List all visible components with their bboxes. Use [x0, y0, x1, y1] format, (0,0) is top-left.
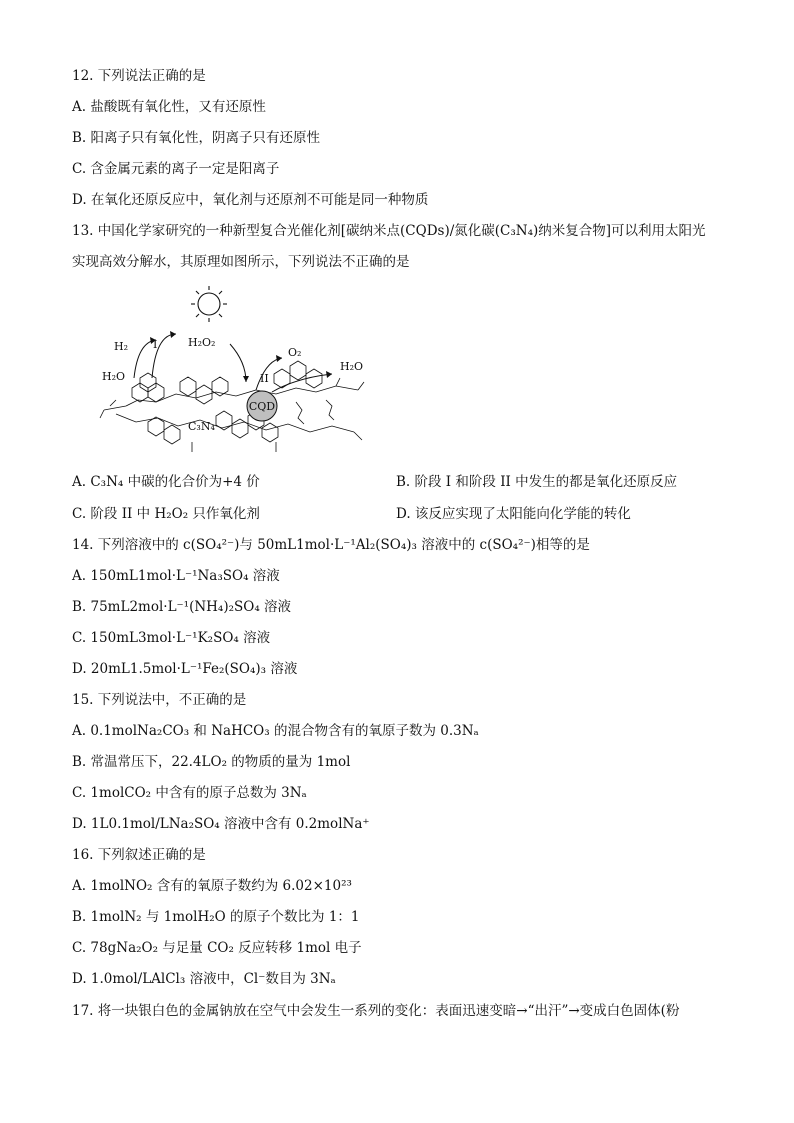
q12-option-c: C. 含金属元素的离子一定是阳离子: [72, 161, 280, 177]
q13-option-c: C. 阶段 II 中 H₂O₂ 只作氧化剂: [72, 506, 260, 522]
q16-option-d: D. 1.0mol/LAlCl₃ 溶液中，Cl⁻数目为 3Nₐ: [72, 971, 336, 987]
q13-stem-line1: 13. 中国化学家研究的一种新型复合光催化剂[碳纳米点(CQDs)/氮化碳(C₃N₄)纳米复合物]可以利用太阳光: [72, 223, 706, 239]
q12-option-a: A. 盐酸既有氧化性，又有还原性: [72, 99, 266, 115]
h2o-right-label: H₂O: [340, 360, 364, 373]
arrowheads: [150, 331, 332, 382]
h2o2-label: H₂O₂: [188, 336, 216, 349]
q16-stem: 16. 下列叙述正确的是: [72, 847, 206, 863]
q14-option-d: D. 20mL1.5mol·L⁻¹Fe₂(SO₄)₃ 溶液: [72, 661, 298, 677]
q14-option-b: B. 75mL2mol·L⁻¹(NH₄)₂SO₄ 溶液: [72, 599, 292, 615]
q12-option-d: D. 在氧化还原反应中，氧化剂与还原剂不可能是同一种物质: [72, 192, 429, 208]
h2-label: H₂: [114, 340, 129, 353]
q16-option-a: A. 1molNO₂ 含有的氧原子数约为 6.02×10²³: [72, 878, 352, 894]
sun-icon: [191, 286, 227, 322]
stage-2-label: II: [260, 372, 269, 385]
h2o-left-label: H₂O: [102, 370, 126, 383]
q13-stem-line2: 实现高效分解水，其原理如图所示，下列说法不正确的是: [72, 254, 410, 270]
cqd-label: CQD: [248, 400, 276, 413]
q14-option-a: A. 150mL1mol·L⁻¹Na₃SO₄ 溶液: [72, 568, 280, 584]
q12-stem: 12. 下列说法正确的是: [72, 68, 206, 84]
q15-stem: 15. 下列说法中，不正确的是: [72, 692, 247, 708]
photocatalyst-diagram: [96, 282, 376, 464]
q15-option-c: C. 1molCO₂ 中含有的原子总数为 3Nₐ: [72, 785, 307, 801]
q13-option-b: B. 阶段 I 和阶段 II 中发生的都是氧化还原反应: [396, 474, 678, 490]
c3n4-label: C₃N₄: [188, 420, 215, 433]
stage-1-label: I: [153, 338, 158, 351]
q15-option-b: B. 常温常压下，22.4LO₂ 的物质的量为 1mol: [72, 754, 351, 770]
q13-option-d: D. 该反应实现了太阳能向化学能的转化: [396, 506, 631, 522]
q14-option-c: C. 150mL3mol·L⁻¹K₂SO₄ 溶液: [72, 630, 271, 646]
q12-option-b: B. 阳离子只有氧化性，阴离子只有还原性: [72, 130, 321, 146]
q15-option-a: A. 0.1molNa₂CO₃ 和 NaHCO₃ 的混合物含有的氧原子数为 0.3Nₐ: [72, 723, 479, 739]
q14-stem: 14. 下列溶液中的 c(SO₄²⁻)与 50mL1mol·L⁻¹Al₂(SO₄)₃ 溶液中的 c(SO₄²⁻)相等的是: [72, 537, 590, 553]
q15-option-d: D. 1L0.1mol/LNa₂SO₄ 溶液中含有 0.2molNa⁺: [72, 816, 370, 832]
o2-label: O₂: [288, 346, 302, 359]
q13-option-a: A. C₃N₄ 中碳的化合价为+4 价: [72, 474, 260, 490]
q16-option-b: B. 1molN₂ 与 1molH₂O 的原子个数比为 1：1: [72, 909, 360, 925]
q17-stem: 17. 将一块银白色的金属钠放在空气中会发生一系列的变化：表面迅速变暗→“出汗”→变成白色固体(粉: [72, 1003, 680, 1019]
q16-option-c: C. 78gNa₂O₂ 与足量 CO₂ 反应转移 1mol 电子: [72, 940, 362, 956]
